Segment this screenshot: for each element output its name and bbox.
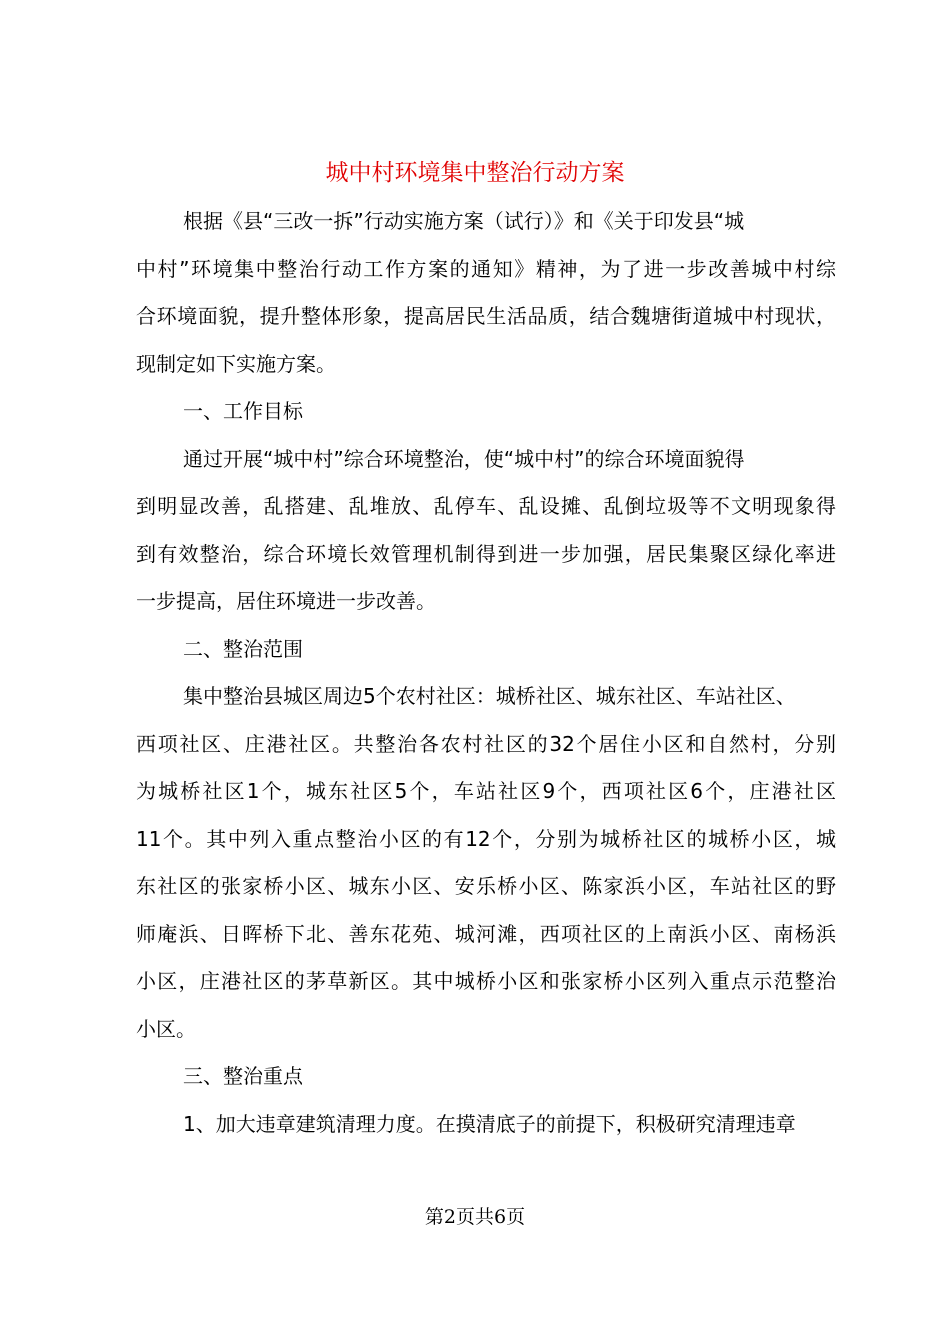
document-title: 城中村环境集中整治行动方案 xyxy=(325,160,625,186)
paragraph-line: 集中整治县城区周边5个农村社区：城桥社区、城东社区、车站社区、 xyxy=(183,684,796,708)
section-heading: 三、整治重点 xyxy=(183,1064,303,1088)
paragraph-line: 1、加大违章建筑清理力度。在摸清底子的前提下，积极研究清理违章 xyxy=(183,1112,796,1136)
paragraph-line: 小区，庄港社区的茅草新区。其中城桥小区和张家桥小区列入重点示范整治 xyxy=(136,969,836,993)
page-footer: 第2页共6页 xyxy=(424,1206,526,1228)
paragraph-line: 一步提高，居住环境进一步改善。 xyxy=(136,589,436,613)
paragraph-line: 通过开展“城中村”综合环境整治，使“城中村”的综合环境面貌得 xyxy=(183,447,745,471)
paragraph-line: 根据《县“三改一拆”行动实施方案（试行）》和《关于印发县“城 xyxy=(183,209,745,233)
section-heading: 二、整治范围 xyxy=(183,637,303,661)
paragraph-line: 师庵浜、日晖桥下北、善东花苑、城河滩，西项社区的上南浜小区、南杨浜 xyxy=(136,922,836,946)
section-heading: 一、工作目标 xyxy=(183,399,303,423)
paragraph-line: 西项社区、庄港社区。共整治各农村社区的32个居住小区和自然村，分别 xyxy=(136,732,836,756)
paragraph-line: 小区。 xyxy=(136,1017,196,1041)
paragraph-line: 为城桥社区1个，城东社区5个，车站社区9个，西项社区6个，庄港社区 xyxy=(136,779,836,803)
paragraph-line: 到有效整治，综合环境长效管理机制得到进一步加强，居民集聚区绿化率进 xyxy=(136,542,836,566)
paragraph-line: 合环境面貌，提升整体形象，提高居民生活品质，结合魏塘街道城中村现状， xyxy=(136,304,836,328)
paragraph-line: 中村”环境集中整治行动工作方案的通知》精神，为了进一步改善城中村综 xyxy=(136,257,836,281)
paragraph-line: 东社区的张家桥小区、城东小区、安乐桥小区、陈家浜小区，车站社区的野 xyxy=(136,874,836,898)
paragraph-line: 到明显改善，乱搭建、乱堆放、乱停车、乱设摊、乱倒垃圾等不文明现象得 xyxy=(136,494,836,518)
paragraph-line: 现制定如下实施方案。 xyxy=(136,352,336,376)
paragraph-line: 11个。其中列入重点整治小区的有12个，分别为城桥社区的城桥小区，城 xyxy=(136,827,836,851)
